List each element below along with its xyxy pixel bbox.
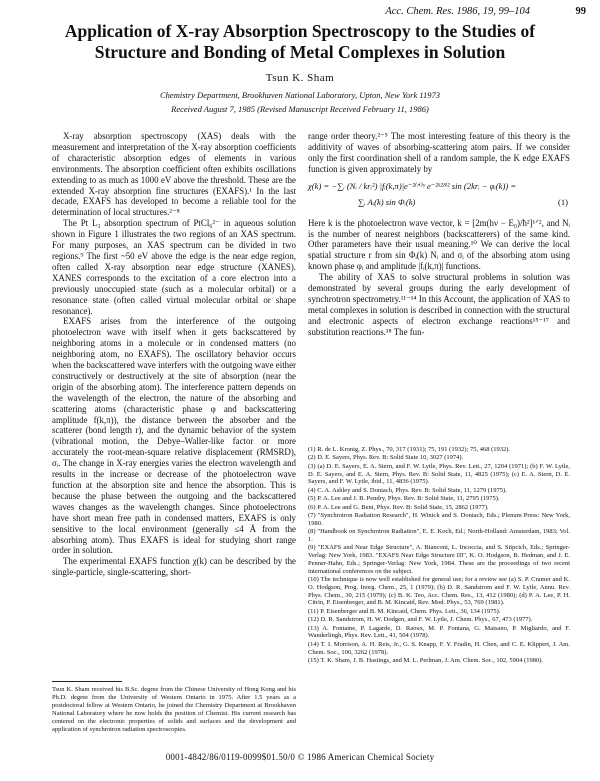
- article-title: Application of X-ray Absorption Spectroscopy to the Studies of Structure and Bonding of Metal Complexes in Solution: [64, 21, 536, 62]
- reference-item: (1) R. de L. Kronig, Z. Phys., 70, 317 (1931); 75, 191 (1932); 75, 468 (1932).: [308, 446, 511, 453]
- reference-item: (10) The technique is now well established for general use; for a review see (a) S. P. Cramer and K. O. Hodgson, Prog. Inorg. Chem., 25, 1 (1979); (b) D. R. Sandstrom and F. W. Lytle, Annu. Rev. Phys. Chem., 30, 215 (1979); (c) B. K. Teo, Acc. Chem. Res., 13, 412 (1980); (d) P. A. Lee, P. H. Citrin, P. Eisenberger, and B. M. Kincaid, Rev. Mod. Phys., 53, 769 (1981).: [308, 576, 570, 607]
- equation-line: ∑ᵢ Aᵢ(k) sin Φᵢ(k): [358, 196, 416, 207]
- reference-item: (12) D. R. Sandstrom, H. W. Dodgen, and F. W. Lytle, J. Chem. Phys., 67, 473 (1977).: [308, 616, 533, 624]
- body-paragraph: EXAFS arises from the interference of the outgoing photoelectron wave with itself when it gets backscattered by neighboring atoms in a molecule or in condensed matters (no neighboring atom, no EXAFS). The oscillatory behavior occurs when the backscattered wave interfers with the outgoing wave either constructively or destructively at the site of absorption (near the origin of the absorbing atom). The interference pattern depends on the wavelength of the electron, the nature of the absorbing and scattering atoms (characteristic phase φ and backscattering amplitude f(k,π)), the distance between the absorber and the scatterer (bond length r), and the dynamic behavior of the system (vibrational motion, the Debye–Waller-like factor or more accurately the root-mean-square relative displacement (RMSRD), σᵢ. The change in X-ray energies varies the electron wavelength and results in the increase or decrease of the photoelectron wave function at the absorption site and hence the absorption. This is because the phase between the outgoing and the backscattered waves changes as the wavelength changes. Since photoelectrons have short mean free path in condensed matters, EXAFS is only sensitive to the local environment (generally ≤4 Å from the absorbing atom). Thus EXAFS is ideal for studying short range order in solution.: [52, 316, 296, 556]
- copyright-line: 0001-4842/86/0119-0099$01.50/0 © 1986 American Chemical Society: [165, 752, 435, 762]
- reference-item: (4) C. A. Ashley and S. Doniach, Phys. Rev. B: Solid State, 11, 1279 (1975).: [308, 486, 507, 494]
- reference-item: (11) P. Eisenberger and B. M. Kincaid, Chem. Phys. Lett., 36, 134 (1975).: [308, 607, 501, 615]
- reference-item: (14) T. I. Morrison, A. H. Reis, Jr., G. S. Knapp, F. Y. Fradin, H. Chen, and C. E. Klippert, J. Am. Chem. Soc., 100, 3262 (1978).: [308, 640, 570, 656]
- left-column: [52, 131, 296, 578]
- running-head: [0, 6, 600, 22]
- body-paragraph: range order theory.²⁻⁵ The most interesting feature of this theory is the additivity of waves of absorbing-scattering atom pairs. If we consider only the first coordination shell of a random sample, the K edge EXAFS function is given approximately by: [308, 131, 570, 174]
- reference-item: (8) "Handbook on Synchrotron Radiation", E. E. Koch, Ed.; North-Holland: Amsterdam, 1983; Vol. 1.: [308, 528, 570, 543]
- author-bio-footnote: Tsun K. Sham received his B.Sc. degree from the Chinese University of Hong Kong and his Ph.D. degree from the University of Western Ontario in 1975. After 1.5 years as a postdoctoral fellow at Western Ontario, he joined the Chemistry Department at Brookhaven National Laboratory where he now holds the position of Chemist. His current research has centered on the electronic properties of solids and surfaces and the development and application of synchrotron radiation spectroscopies.: [52, 686, 296, 733]
- reference-item: (2) D. E. Sayers, Phys. Rev. B: Solid State 10, 3027 (1974).: [308, 454, 464, 462]
- footnote-divider: [52, 681, 122, 682]
- journal-citation: Acc. Chem. Res. 1986, 19, 99–104: [385, 6, 530, 17]
- body-paragraph: The ability of XAS to solve structural problems in solution was demonstrated by several groups during the early development of synchrotron spectrometry.¹¹⁻¹⁴ In this Account, the application of XAS to metal complexes in solution is described in connection with the structural and electronic aspects of electron exchange reactions¹⁵⁻¹⁷ and substitution reactions.¹⁸ The fun-: [308, 272, 570, 337]
- body-paragraph: X-ray absorption spectroscopy (XAS) deals with the measurement and interpretation of the X-ray absorption coefficients of characteristic absorption edges of elements in various environments. The absorption coefficient often exhibits oscillations extending to as much as 1000 eV above the threshold. These are the extended X-ray absorption fine structures (EXAFS).¹ In the last decade, EXAFS has developed to become a reliable tool for the determination of local structures.²⁻⁸: [52, 131, 296, 218]
- body-paragraph: The experimental EXAFS function χ(k) can be described by the single-particle, single-scattering, short-: [52, 556, 296, 578]
- reference-item: (15) T. K. Sham, J. B. Hastings, and M. L. Perlman, J. Am. Chem. Soc., 102, 5904 (1980).: [308, 657, 544, 665]
- equation-number: (1): [557, 196, 568, 207]
- author-name: Tsun K. Sham: [265, 72, 335, 84]
- author-affiliation: Chemistry Department, Brookhaven National Laboratory, Upton, New York 11973: [160, 90, 440, 100]
- reference-item: (7) "Synchrotron Radiation Research", H. Winick and S. Doniach, Eds.; Plenum Press: New York, 1980.: [308, 511, 570, 527]
- page-number: 99: [575, 6, 586, 17]
- reference-item: (3) (a) D. E. Sayers, E. A. Stern, and F. W. Lytle, Phys. Rev. Lett., 27, 1204 (1971); (b) F. W. Lytle, D. E. Sayers, and E. A. Stern, Phys. Rev. B: Solid State, 11, 4825 (1975); (c) E. A. Stern, D. E. Sayers, and F. W. Lytle, ibid., 11, 4836 (1975).: [308, 462, 570, 486]
- exafs-equation: [308, 179, 570, 215]
- reference-item: (13) A. Fontaine, P. Lagarde, D. Raoux, M. P. Fontana, G. Maisano, P. Migliardo, and F. Wanderlingh, Phys. Rev. Lett., 41, 504 (1978).: [308, 624, 570, 640]
- equation-line: χ(k) = −∑ᵢ (Nᵢ / krᵢ²) |fᵢ(k,π)|e⁻²⁽ʳⁱ⁾ᵞ e⁻²ᵏ²ᵟⁱ² sin (2krᵢ − φᵢ(k)) =: [308, 180, 517, 191]
- received-date: Received August 7, 1985 (Revised Manuscript Received February 11, 1986): [171, 104, 429, 114]
- reference-item: (9) "EXAFS and Near Edge Structure", A. Bianconi, L. Incoccia, and S. Stipcich, Eds.; Springer-Verlag: New York, 1983. "EXAFS Near Edge Structure III", K. O. Hodgson, B. Hedman, and J. E. Penner-Hahn, Eds.; Springer-Verlag: New York, 1984. These are the proceedings of two recent international conferences on the subject.: [308, 544, 570, 575]
- reference-list: [308, 446, 570, 665]
- reference-item: (6) P. A. Lee and G. Beni, Phys. Rev. B: Solid State, 15, 2862 (1977).: [308, 503, 489, 511]
- right-column: [308, 131, 570, 338]
- reference-item: (5) P. A. Lee and J. B. Pendry, Phys. Rev. B: Solid State, 11, 2795 (1975).: [308, 495, 500, 503]
- body-paragraph: The Pt L₃ absorption spectrum of PtCl₆²⁻ in aqueous solution shown in Figure 1 illustrates the two regions of an XAS spectrum. For many purposes, an XAS spectrum can be divided in two regions.⁹ The first ~50 eV above the edge is the near edge region, often called X-ray absorption near edge structure (XANES). XANES corresponds to the excitation of a core electron into a previously unoccupied state (such as a molecular orbital) or a resonance state (often called virtual molecular orbital or shape resonance).: [52, 218, 296, 316]
- body-paragraph: Here k is the photoelectron wave vector, k = [2m(hν − E₀)/ħ²]¹ᐟ², and Nᵢ is the number of nearest neighbors (backscatterers) of the same kind. Other parameters have their usual meaning.¹⁰ We can derive the local spatial structure r from sin Φᵢ(k) Nᵢ and σᵢ of the absorbing atom using known phase φᵢ and amplitude |fᵢ(k,π)| functions.: [308, 217, 570, 272]
